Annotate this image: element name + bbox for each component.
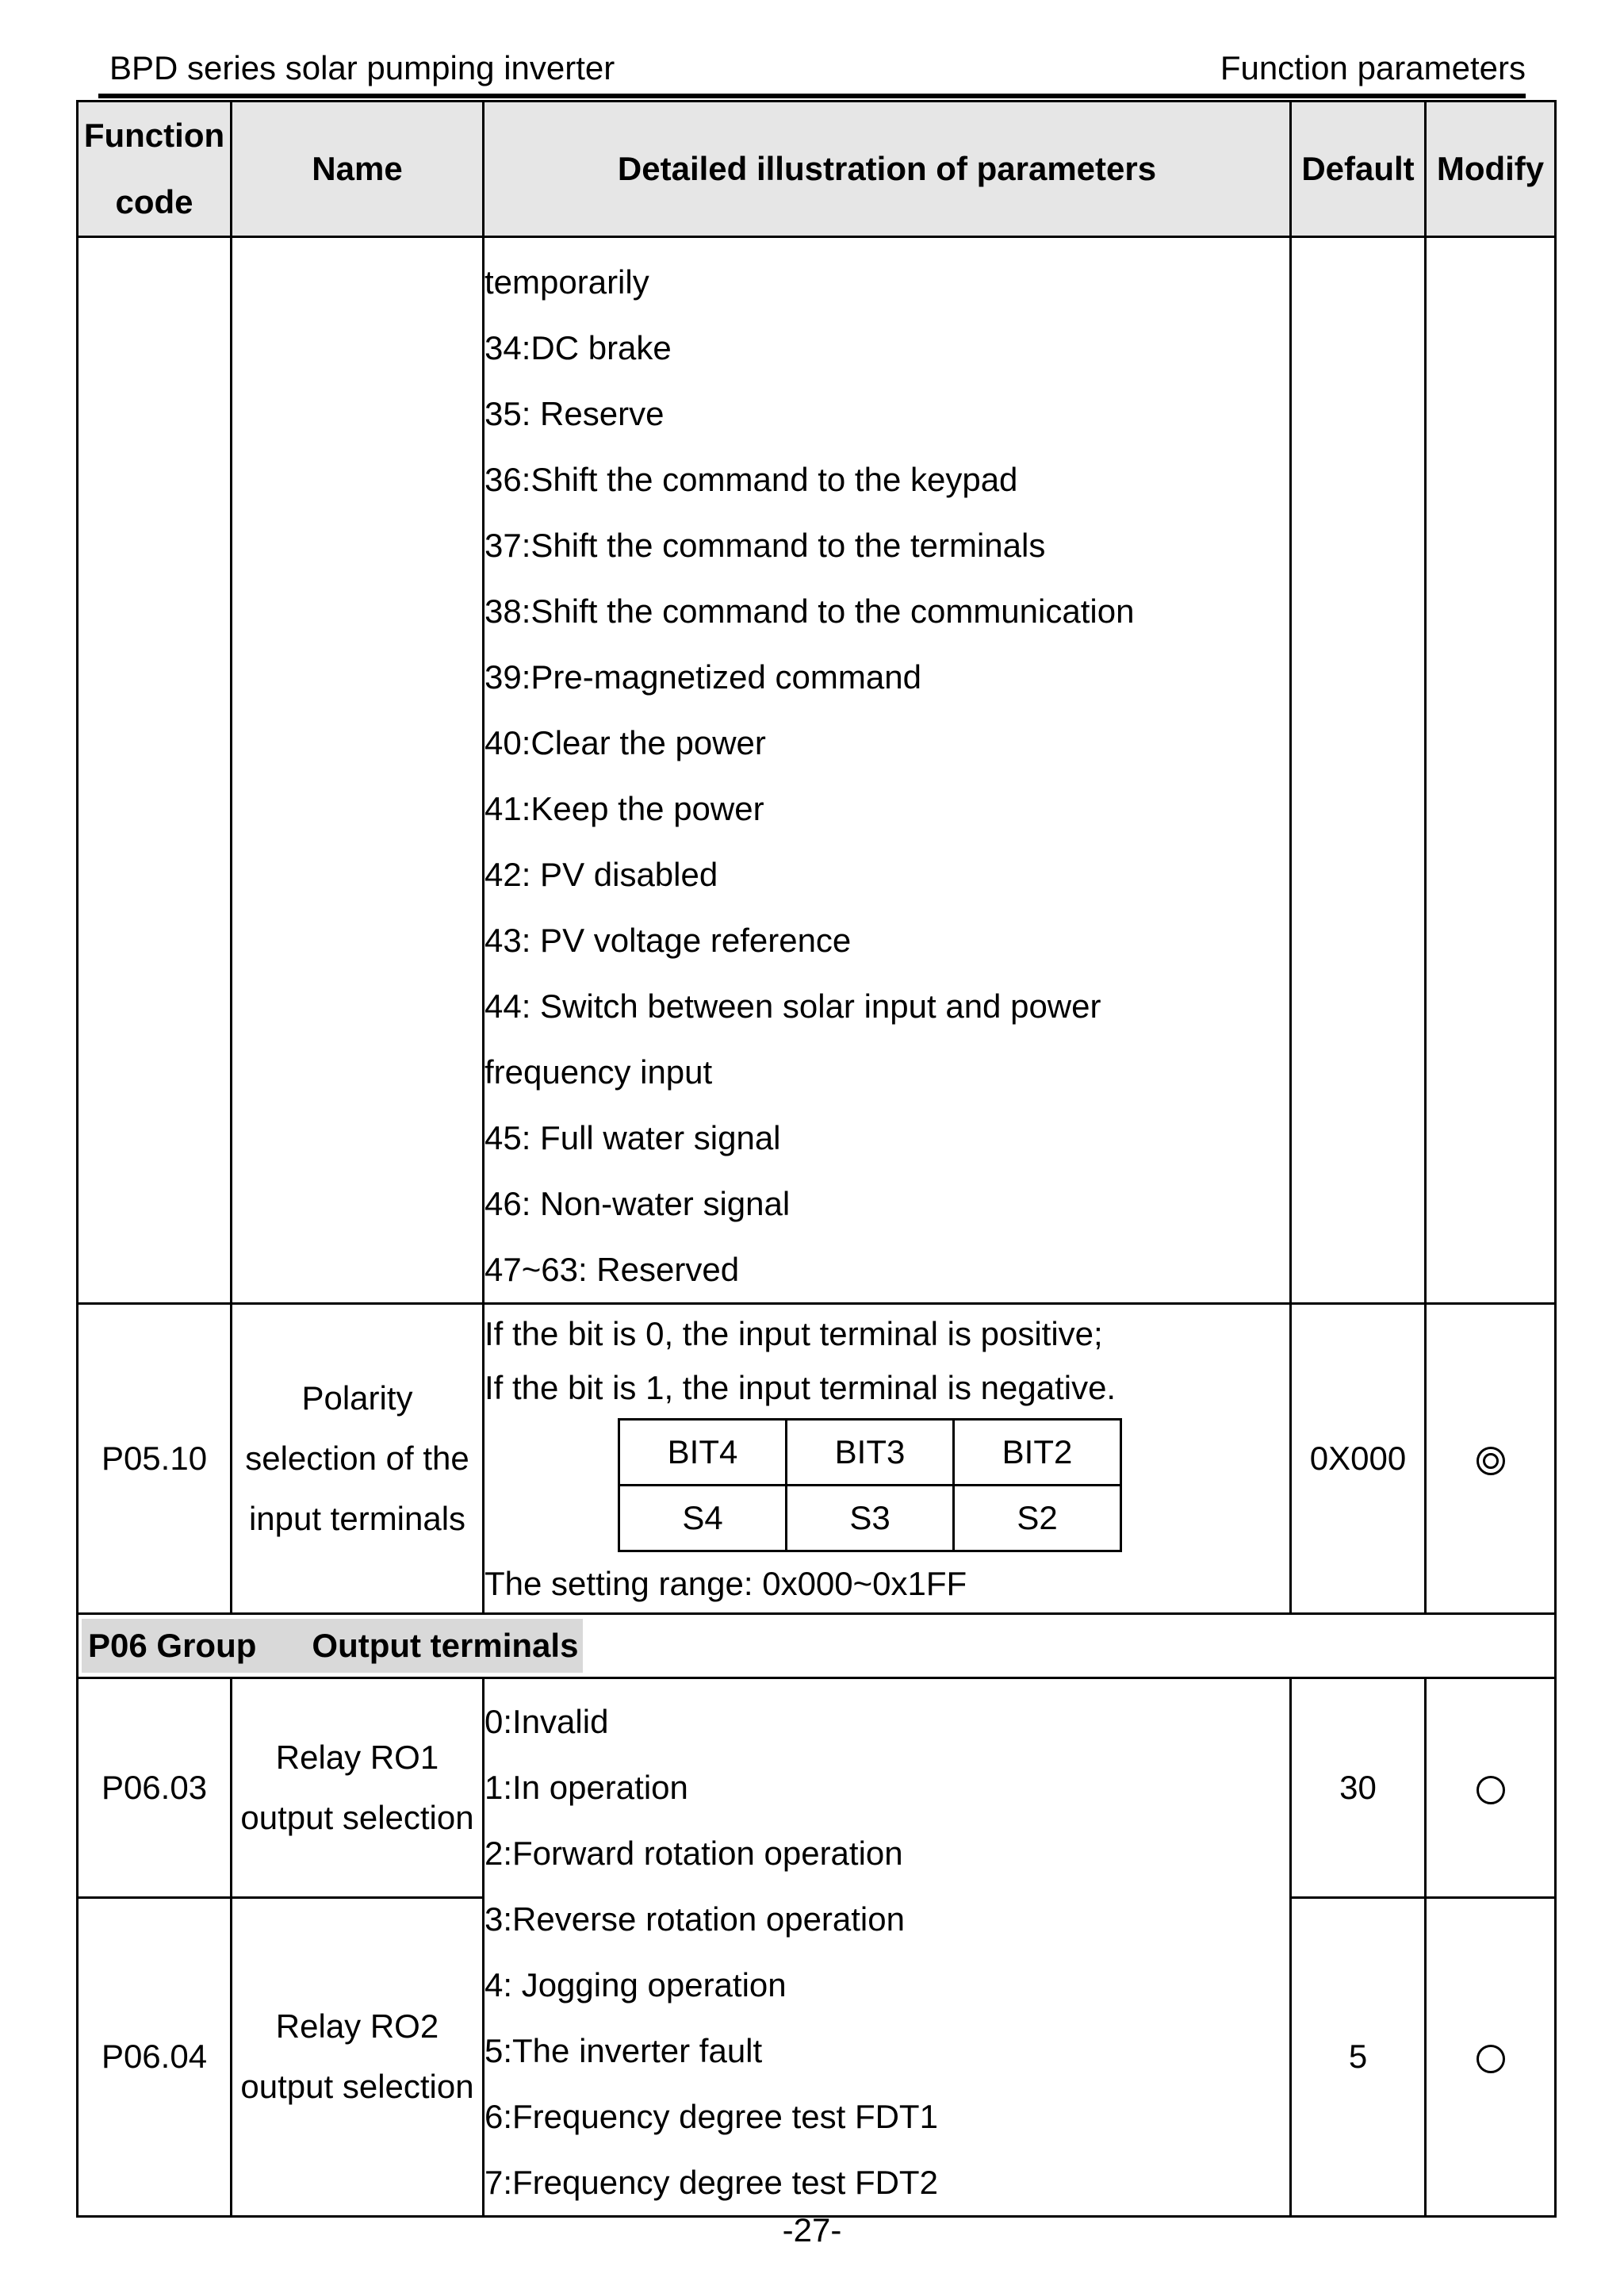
function-code: P06.04 — [78, 1897, 232, 2216]
list-item: 46: Non-water signal — [485, 1185, 791, 1222]
parameter-detail — [484, 1304, 1291, 1614]
list-item: 38:Shift the command to the communication — [485, 592, 1135, 630]
table-row — [78, 237, 1556, 1304]
default-value: 30 — [1291, 1678, 1426, 1898]
parameter-name-line: Relay RO2 — [275, 2007, 439, 2046]
parameter-name-line: Relay RO1 — [275, 1738, 439, 1776]
parameter-name — [232, 1678, 484, 1898]
empty-code-cell — [78, 237, 232, 1304]
terminal-label: S3 — [787, 1485, 954, 1551]
parameter-name-line: selection of the — [245, 1440, 469, 1477]
detail-line: If the bit is 0, the input terminal is positive; — [485, 1314, 1103, 1352]
header-function-code-line2: code — [115, 183, 193, 220]
parameter-name-line: output selection — [240, 1798, 474, 1836]
empty-name-cell — [232, 237, 484, 1304]
detail-line: If the bit is 1, the input terminal is negative. — [485, 1368, 1116, 1406]
table-row — [78, 1304, 1556, 1614]
parameter-name-line: output selection — [240, 2068, 474, 2106]
header-name: Name — [232, 102, 484, 237]
group-code: P06 Group — [88, 1627, 257, 1664]
list-item: 45: Full water signal — [485, 1119, 781, 1156]
group-title: Output terminals — [312, 1627, 579, 1664]
running-header-title: BPD series solar pumping inverter — [109, 49, 615, 86]
list-item: 4: Jogging operation — [485, 1966, 787, 2003]
group-cell — [78, 1614, 1556, 1678]
circle-icon — [1477, 1776, 1505, 1804]
list-item: 42: PV disabled — [485, 856, 718, 893]
list-item: 34:DC brake — [485, 329, 672, 366]
list-item: 44: Switch between solar input and power — [485, 987, 1101, 1025]
list-item: frequency input — [485, 1053, 713, 1091]
list-item: 1:In operation — [485, 1769, 688, 1806]
default-value: 5 — [1291, 1897, 1426, 2216]
list-item: temporarily — [485, 263, 649, 301]
list-item: 0:Invalid — [485, 1703, 609, 1740]
page-number: -27- — [782, 2211, 842, 2249]
parameter-name — [232, 1304, 484, 1614]
header-detail: Detailed illustration of parameters — [484, 102, 1291, 237]
group-label — [82, 1619, 583, 1673]
function-code: P06.03 — [78, 1678, 232, 1898]
parameter-name-line: Polarity — [301, 1379, 413, 1417]
list-item: 35: Reserve — [485, 395, 665, 432]
bit-mapping-table — [618, 1418, 1122, 1552]
list-item: 37:Shift the command to the terminals — [485, 527, 1046, 564]
header-function-code-line1: Function — [83, 117, 225, 154]
terminal-label: S2 — [954, 1485, 1121, 1551]
header-rule — [98, 94, 1526, 98]
empty-default-cell — [1291, 237, 1426, 1304]
bit-label: BIT3 — [787, 1419, 954, 1485]
bit-label: BIT4 — [619, 1419, 787, 1485]
list-item: 47~63: Reserved — [485, 1251, 740, 1288]
running-header-section: Function parameters — [1220, 49, 1526, 86]
function-parameter-table — [76, 100, 1557, 2218]
list-item: 3:Reverse rotation operation — [485, 1900, 905, 1938]
detail-line: The setting range: 0x000~0x1FF — [485, 1564, 967, 1602]
modify-cell — [1426, 1678, 1556, 1898]
list-item: 40:Clear the power — [485, 724, 766, 761]
list-item: 2:Forward rotation operation — [485, 1835, 903, 1872]
bit-terminal-row — [619, 1485, 1121, 1551]
terminal-label: S4 — [619, 1485, 787, 1551]
list-item: 6:Frequency degree test FDT1 — [485, 2098, 938, 2135]
list-item: 39:Pre-magnetized command — [485, 658, 921, 696]
default-value: 0X000 — [1291, 1304, 1426, 1614]
table-row — [78, 1678, 1556, 1898]
table-header-row — [78, 102, 1556, 237]
list-item: 43: PV voltage reference — [485, 922, 852, 959]
header-function-code — [78, 102, 232, 237]
modify-cell — [1426, 1897, 1556, 2216]
parameter-name — [232, 1897, 484, 2216]
continued-options-list — [484, 237, 1291, 1304]
bit-header-row — [619, 1419, 1121, 1485]
empty-modify-cell — [1426, 237, 1556, 1304]
list-item: 41:Keep the power — [485, 790, 764, 827]
parameter-name-line: input terminals — [248, 1500, 466, 1537]
list-item: 7:Frequency degree test FDT2 — [485, 2164, 938, 2201]
function-code: P05.10 — [78, 1304, 232, 1614]
circle-icon — [1477, 2045, 1505, 2073]
list-item: 36:Shift the command to the keypad — [485, 461, 1018, 498]
relay-options-list — [484, 1678, 1291, 2217]
list-item: 5:The inverter fault — [485, 2032, 763, 2069]
double-circle-icon — [1477, 1447, 1505, 1475]
header-modify: Modify — [1426, 102, 1556, 237]
header-default: Default — [1291, 102, 1426, 237]
bit-label: BIT2 — [954, 1419, 1121, 1485]
group-row — [78, 1614, 1556, 1678]
modify-cell — [1426, 1304, 1556, 1614]
